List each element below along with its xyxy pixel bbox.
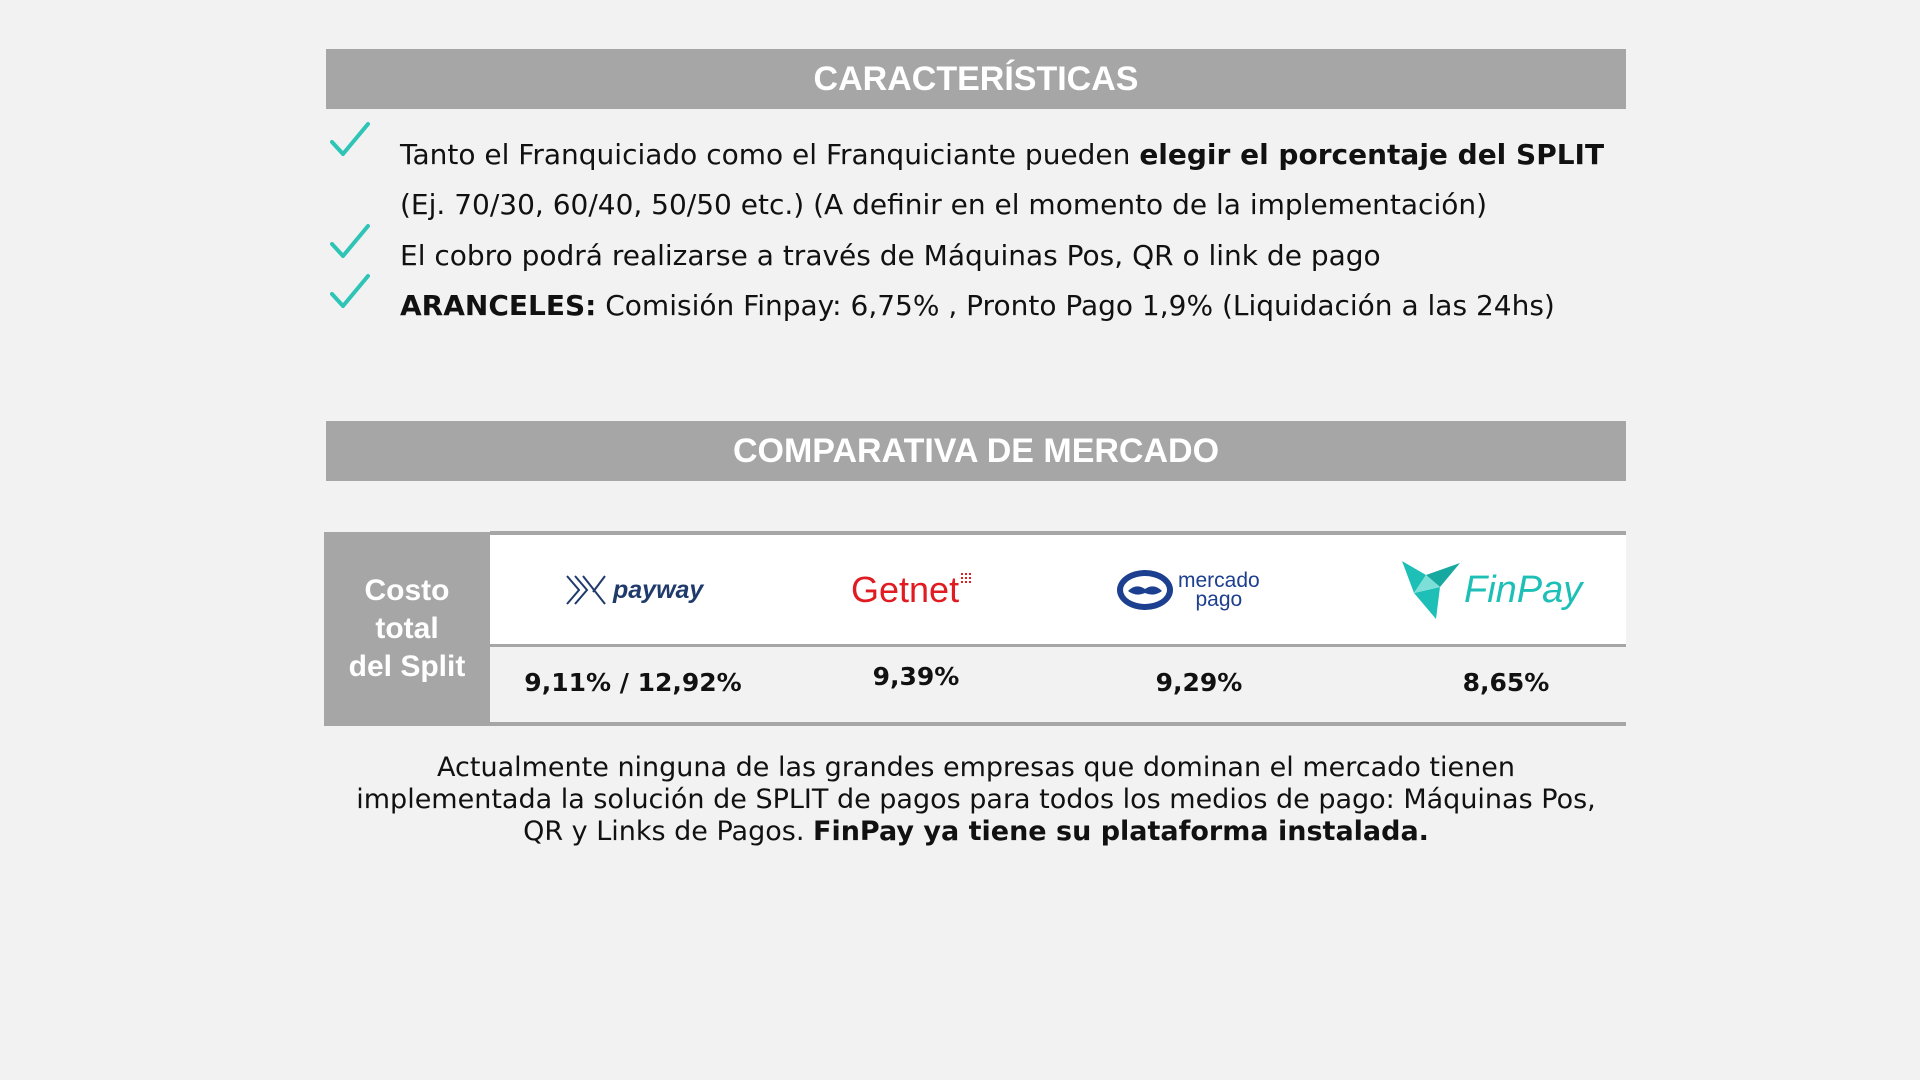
payway-cost-value: 9,11% / 12,92%: [524, 668, 742, 697]
check-icon: [328, 270, 372, 314]
summary-bold-text: FinPay ya tiene su plataforma instalada.: [813, 816, 1429, 847]
market-comparison-header: COMPARATIVA DE MERCADO: [326, 421, 1626, 481]
bullet-bold-text: elegir el porcentaje del SPLIT: [1139, 138, 1605, 171]
summary-line: Actualmente ninguna de las grandes empresas que dominan el mercado tienen: [437, 752, 1515, 783]
mercadopago-logo-line2: pago: [1195, 588, 1243, 611]
summary-line: [330, 816, 1622, 848]
summary-line: implementada la solución de SPLIT de pagos para todos los medios de pago: Máquinas Pos,: [356, 784, 1596, 815]
getnet-logo: [851, 555, 986, 625]
table-divider: [490, 644, 1626, 647]
payway-logo-text: payway: [613, 575, 704, 604]
row-label-line: del Split: [348, 650, 466, 683]
finpay-cost-value: 8,65%: [1462, 668, 1550, 697]
finpay-logo: [1400, 555, 1600, 625]
bullet-fees: [400, 281, 1555, 331]
fees-text: Comisión Finpay: 6,75% , Pronto Pago 1,9% (Liquidación a las 24hs): [596, 289, 1555, 322]
finpay-bird-icon: [1400, 557, 1470, 623]
mercadopago-cost-value: 9,29%: [1155, 668, 1243, 697]
mercadopago-logo: [1116, 555, 1276, 625]
handshake-icon: [1116, 569, 1174, 611]
summary-text: QR y Links de Pagos.: [523, 816, 813, 847]
row-label-line: Costo: [364, 574, 450, 607]
payway-icon: [565, 570, 607, 610]
bullet-payment-methods: El cobro podrá realizarse a través de Máquinas Pos, QR o link de pago: [400, 239, 1381, 272]
getnet-logo-text: Getnet: [851, 569, 960, 610]
finpay-logo-text: FinPay: [1464, 568, 1583, 611]
row-label-line: total: [375, 612, 439, 645]
check-icon: [328, 220, 372, 264]
getnet-cost-value: 9,39%: [872, 662, 960, 691]
getnet-dots-icon: [961, 573, 973, 585]
bullet-text: Tanto el Franquiciado como el Franquiciante pueden: [400, 138, 1140, 171]
check-icon: [328, 118, 372, 162]
fees-label: ARANCELES:: [400, 289, 597, 322]
table-bottom-border: [324, 722, 1626, 726]
bullet-split-examples: (Ej. 70/30, 60/40, 50/50 etc.) (A definir en el momento de la implementación): [400, 188, 1488, 221]
row-label-cell: [324, 532, 490, 726]
bullet-split-percentage: [400, 130, 1604, 180]
market-summary-text: [330, 752, 1622, 848]
payway-logo: [565, 555, 715, 625]
mercadopago-logo-line1: mercado: [1178, 569, 1260, 592]
characteristics-header: CARACTERÍSTICAS: [326, 49, 1626, 109]
